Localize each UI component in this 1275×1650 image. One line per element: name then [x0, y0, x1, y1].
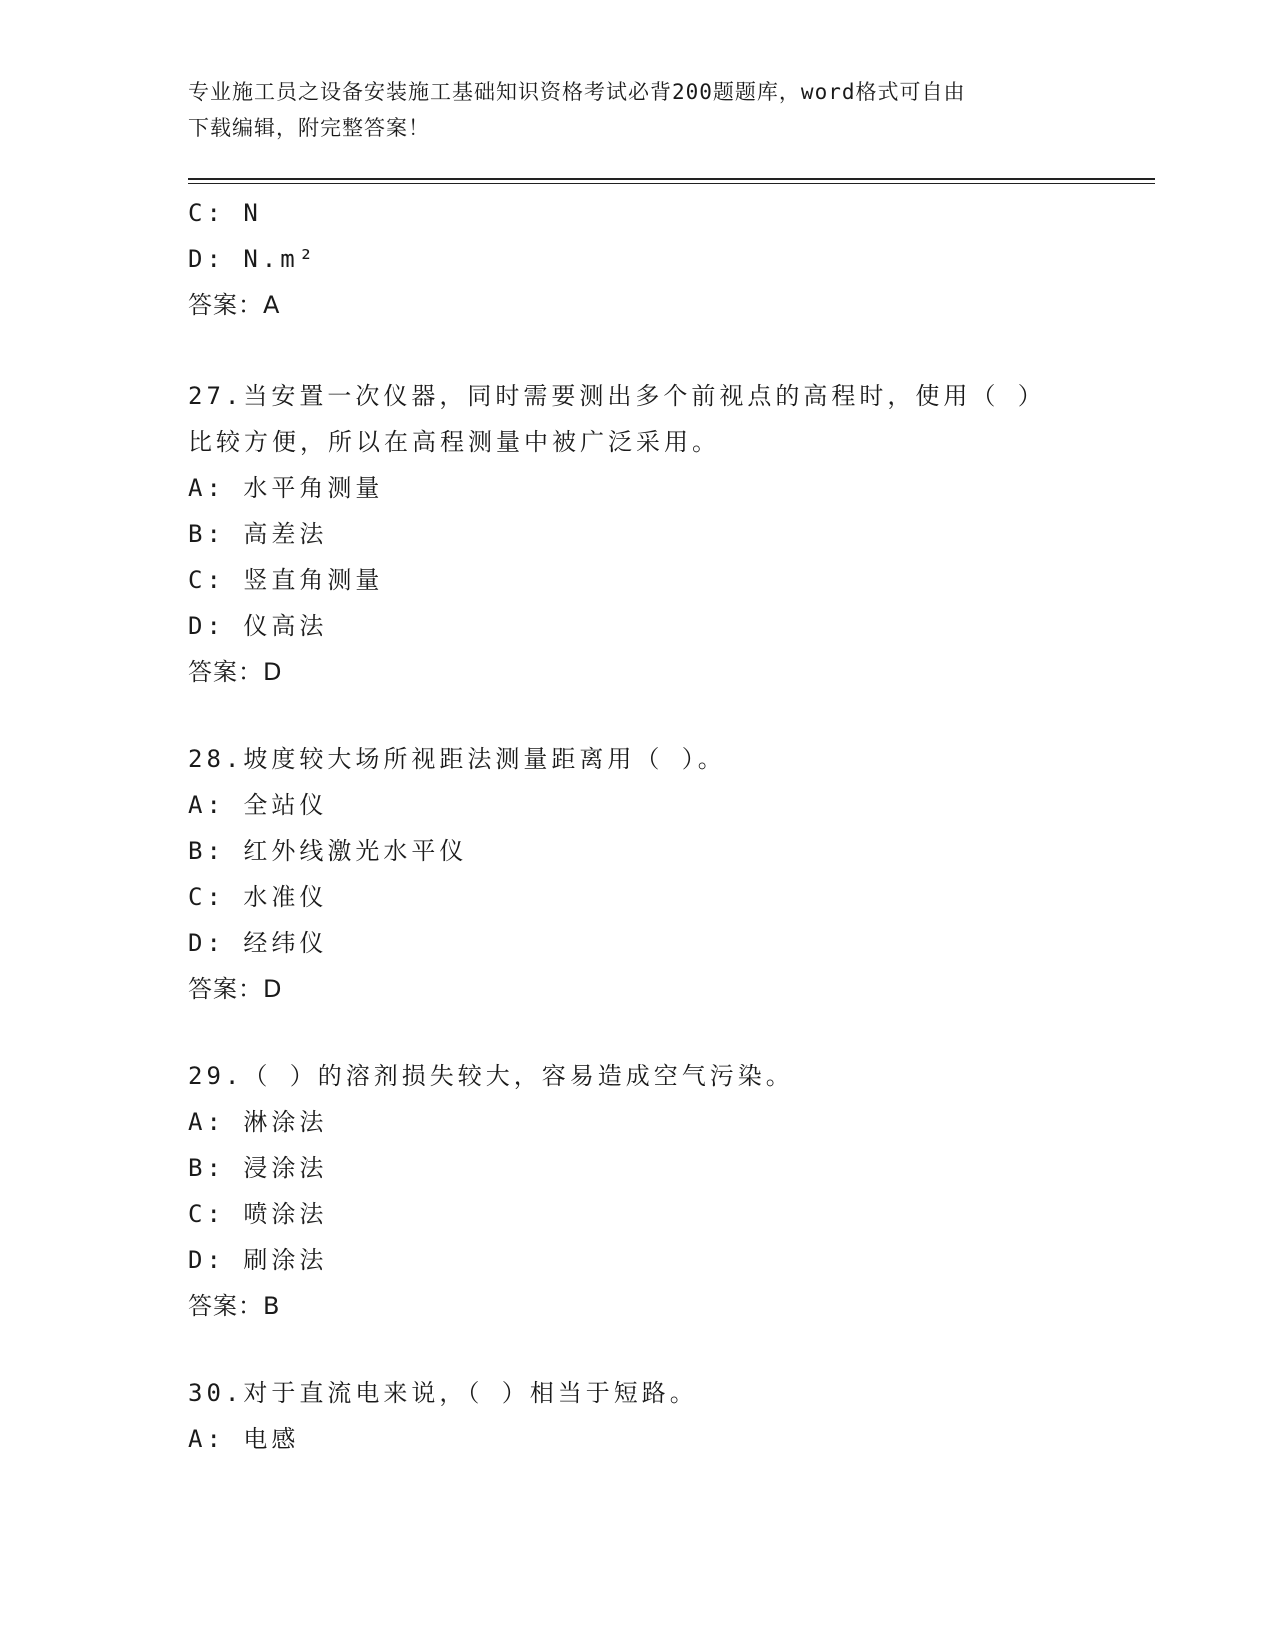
question-stem-line-1: 30.对于直流电来说，（ ）相当于短路。 — [188, 1379, 698, 1407]
question-27 — [188, 373, 1068, 695]
option-a: A: 电感 — [188, 1425, 300, 1453]
option-d: D: N.m² — [188, 245, 318, 273]
answer-line: 答案：D — [188, 975, 283, 1003]
header-title-line-1: 专业施工员之设备安装施工基础知识资格考试必背200题题库，word格式可自由 — [188, 80, 966, 104]
option-a: A: 水平角测量 — [188, 474, 384, 502]
option-c: C: 竖直角测量 — [188, 566, 384, 594]
document-header — [188, 74, 1068, 146]
option-c: C: 水准仪 — [188, 883, 328, 911]
answer-line: 答案：D — [188, 658, 283, 686]
option-c: C: N — [188, 199, 262, 227]
option-a: A: 淋涂法 — [188, 1108, 328, 1136]
option-d: D: 刷涂法 — [188, 1246, 328, 1274]
question-28 — [188, 736, 1068, 1012]
answer-line: 答案：B — [188, 1292, 281, 1320]
option-c: C: 喷涂法 — [188, 1200, 328, 1228]
question-stem-line-2: 比较方便，所以在高程测量中被广泛采用。 — [188, 428, 720, 456]
carryover-question — [188, 190, 1068, 328]
option-b: B: 红外线激光水平仪 — [188, 837, 468, 865]
option-a: A: 全站仪 — [188, 791, 328, 819]
question-content — [188, 190, 1068, 1462]
question-29 — [188, 1053, 1068, 1329]
option-d: D: 经纬仪 — [188, 929, 328, 957]
question-stem-line-1: 28.坡度较大场所视距法测量距离用（ ）。 — [188, 745, 726, 773]
question-stem-line-1: 27.当安置一次仪器，同时需要测出多个前视点的高程时，使用（ ） — [188, 382, 1046, 410]
question-stem-line-1: 29.（ ）的溶剂损失较大，容易造成空气污染。 — [188, 1062, 794, 1090]
option-b: B: 高差法 — [188, 520, 328, 548]
option-d: D: 仪高法 — [188, 612, 328, 640]
answer-line: 答案：A — [188, 291, 281, 319]
header-divider-thin — [188, 183, 1155, 184]
option-b: B: 浸涂法 — [188, 1154, 328, 1182]
header-divider-thick — [188, 178, 1155, 180]
header-title-line-2: 下载编辑，附完整答案！ — [188, 116, 430, 140]
question-30 — [188, 1370, 1068, 1462]
